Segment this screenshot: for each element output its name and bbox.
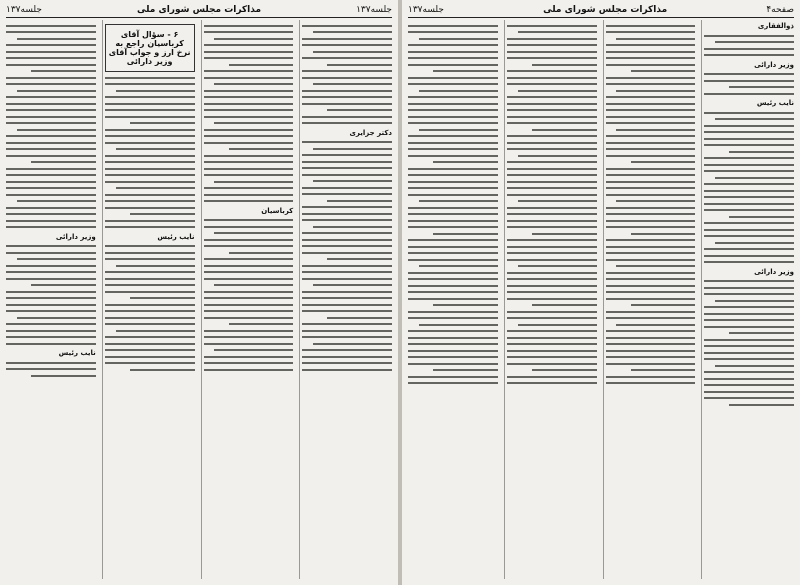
speaker-label: نایب رئیس [157,232,195,241]
right-col-1 [701,20,796,579]
speaker-label: کرباسیان [261,206,294,215]
speaker-label: وزیر دارائی [55,232,96,241]
right-page-columns [406,20,796,579]
section-heading-box [105,24,195,72]
speaker-label: ذوالفقاری [757,22,794,30]
left-page-title: مذاکرات مجلس شورای ملی [136,5,262,15]
speaker-label: وزیر دارائی [754,60,794,69]
right-page-number: صفحه۴ [766,5,794,15]
speaker-label: نایب رئیس [756,99,794,107]
left-page-columns [4,20,394,579]
speaker-label: دکتر جزایری [349,128,392,137]
speaker-label: وزیر دارائی [754,267,794,276]
right-page [402,0,800,585]
right-page-header [408,3,794,18]
left-page-header [6,3,392,18]
right-page-session: جلسه۱۳۷ [408,5,444,15]
right-col-2 [603,20,698,579]
left-page-number: جلسه۱۳۷ [356,5,392,15]
left-col-3 [102,20,197,579]
left-page [0,0,398,585]
left-col-1 [299,20,394,579]
right-page-title: مذاکرات مجلس شورای ملی [543,5,668,15]
section-heading: ۶ - سؤال آقای کرباسیان راجع به نرخ ارز و جواب آقای وزیر دارائی [108,30,191,66]
right-col-3 [504,20,599,579]
right-col-4 [406,20,500,579]
left-page-session: جلسه۱۳۷ [6,5,42,15]
left-col-2 [201,20,296,579]
left-col-4 [4,20,98,579]
speaker-label: نایب رئیس [58,349,96,357]
